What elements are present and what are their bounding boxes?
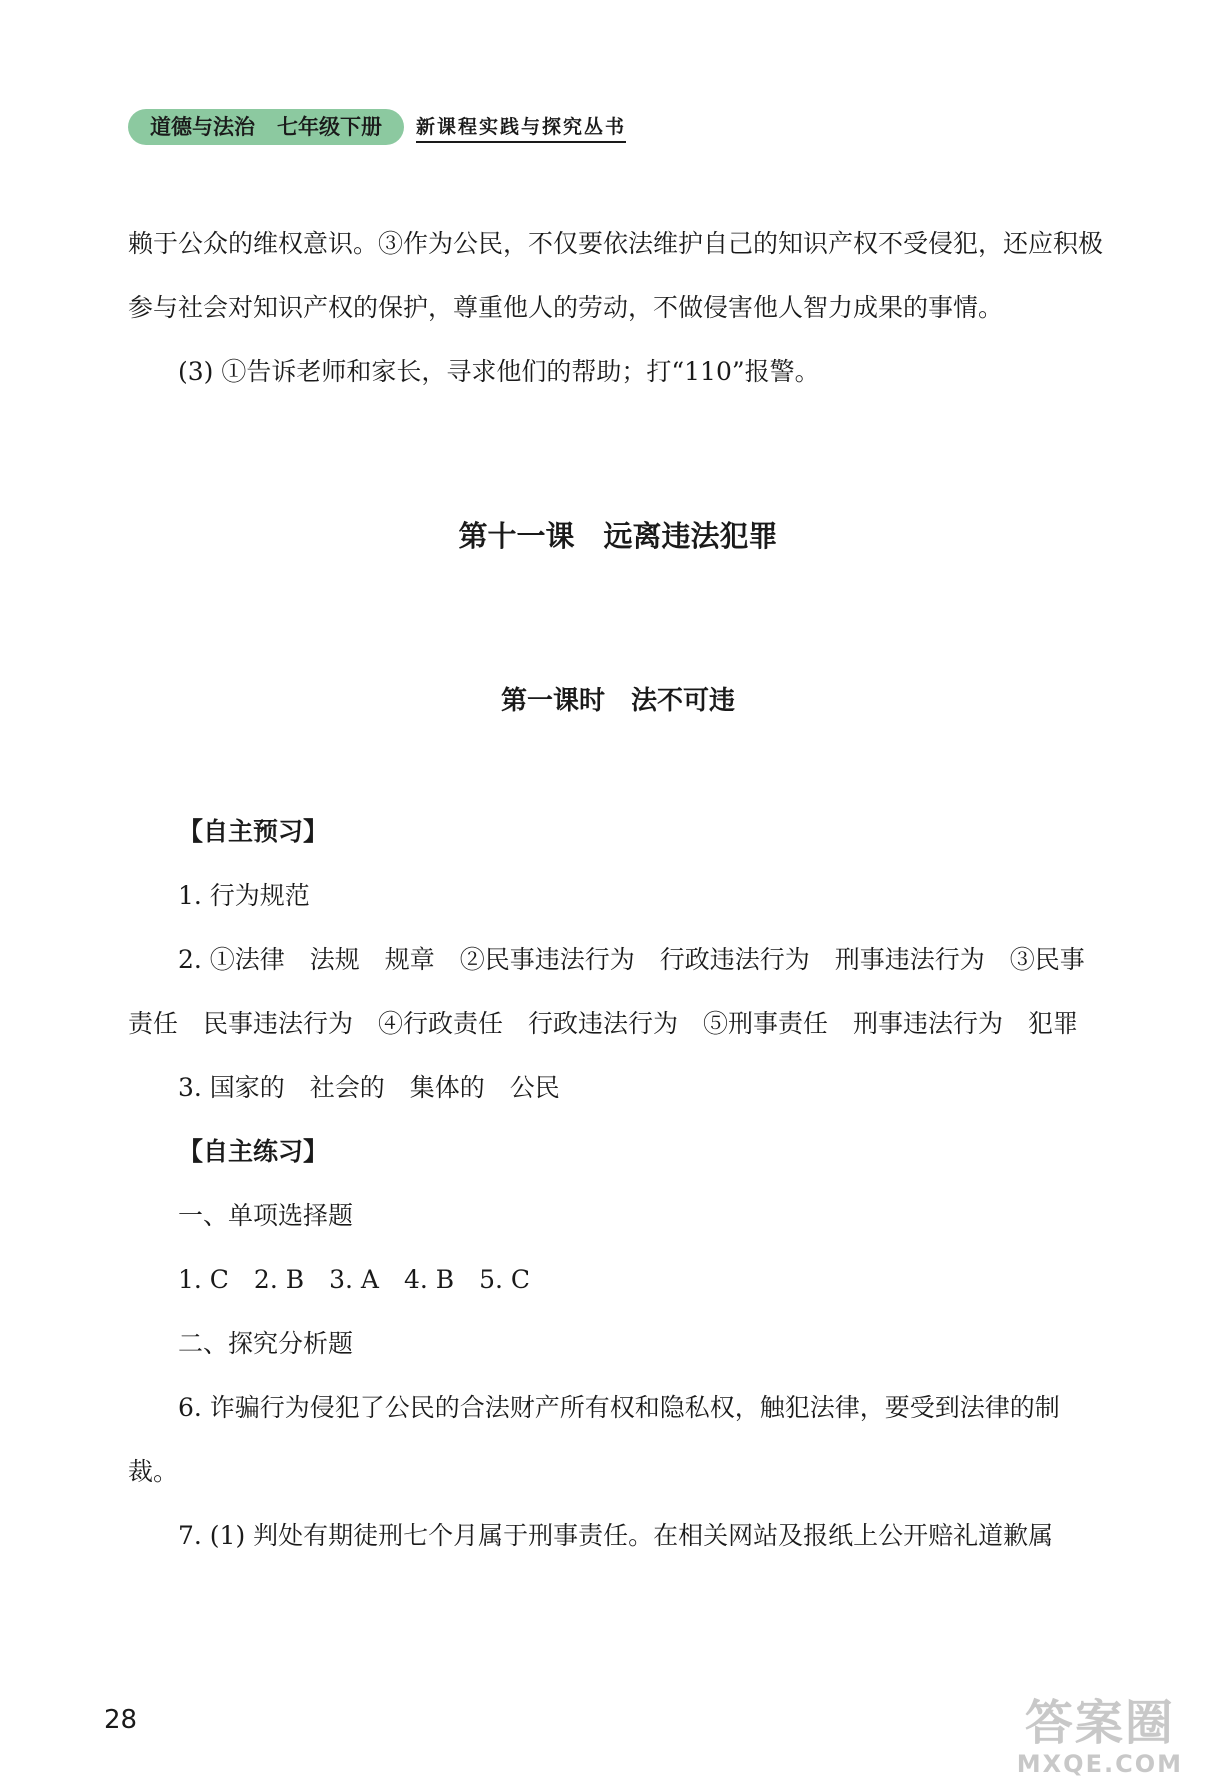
- running-header: [128, 108, 626, 146]
- answers-section: [128, 800, 1108, 1568]
- answer-paragraph: (3) ①告诉老师和家长，寻求他们的帮助；打“110”报警。: [178, 357, 820, 386]
- series-title: 新课程实践与探究丛书: [416, 112, 626, 143]
- subject-label: 道德与法治: [150, 115, 255, 139]
- practice-heading: 【自主练习】: [178, 1137, 329, 1166]
- practice-item: 1. C 2. B 3. A 4. B 5. C: [178, 1265, 531, 1294]
- practice-subheading: 一、单项选择题: [178, 1201, 354, 1230]
- page-number: 28: [104, 1705, 138, 1735]
- preview-item: 2. ①法律 法规 规章 ②民事违法行为 行政违法行为 刑事违法行为 ③民事责任 民事违法行为 ④行政责任 行政违法行为 ⑤刑事责任 刑事违法行为 犯罪: [128, 945, 1085, 1038]
- practice-item: 6. 诈骗行为侵犯了公民的合法财产所有权和隐私权，触犯法律，要受到法律的制裁。: [128, 1393, 1060, 1486]
- continued-paragraph: 赖于公众的维权意识。③作为公民，不仅要依法维护自己的知识产权不受侵犯，还应积极参与社会对知识产权的保护，尊重他人的劳动，不做侵害他人智力成果的事情。: [128, 229, 1104, 322]
- preview-item: 1. 行为规范: [178, 881, 310, 910]
- practice-subheading: 二、探究分析题: [178, 1329, 354, 1358]
- lesson-title: 第十一课 远离违法犯罪: [458, 519, 778, 553]
- watermark-logo: [1017, 1696, 1183, 1778]
- page-content: [128, 212, 1108, 1550]
- subject-badge: [128, 109, 404, 145]
- watermark-domain: MXQE.COM: [1016, 1750, 1183, 1778]
- preview-heading: 【自主预习】: [178, 817, 329, 846]
- practice-item: 7. (1) 判处有期徒刑七个月属于刑事责任。在相关网站及报纸上公开赔礼道歉属: [178, 1521, 1054, 1550]
- preview-item: 3. 国家的 社会的 集体的 公民: [178, 1073, 560, 1102]
- period-title: 第一课时 法不可违: [500, 686, 735, 716]
- grade-label: 七年级下册: [277, 115, 382, 139]
- watermark-text: 答案圈: [1024, 1695, 1175, 1751]
